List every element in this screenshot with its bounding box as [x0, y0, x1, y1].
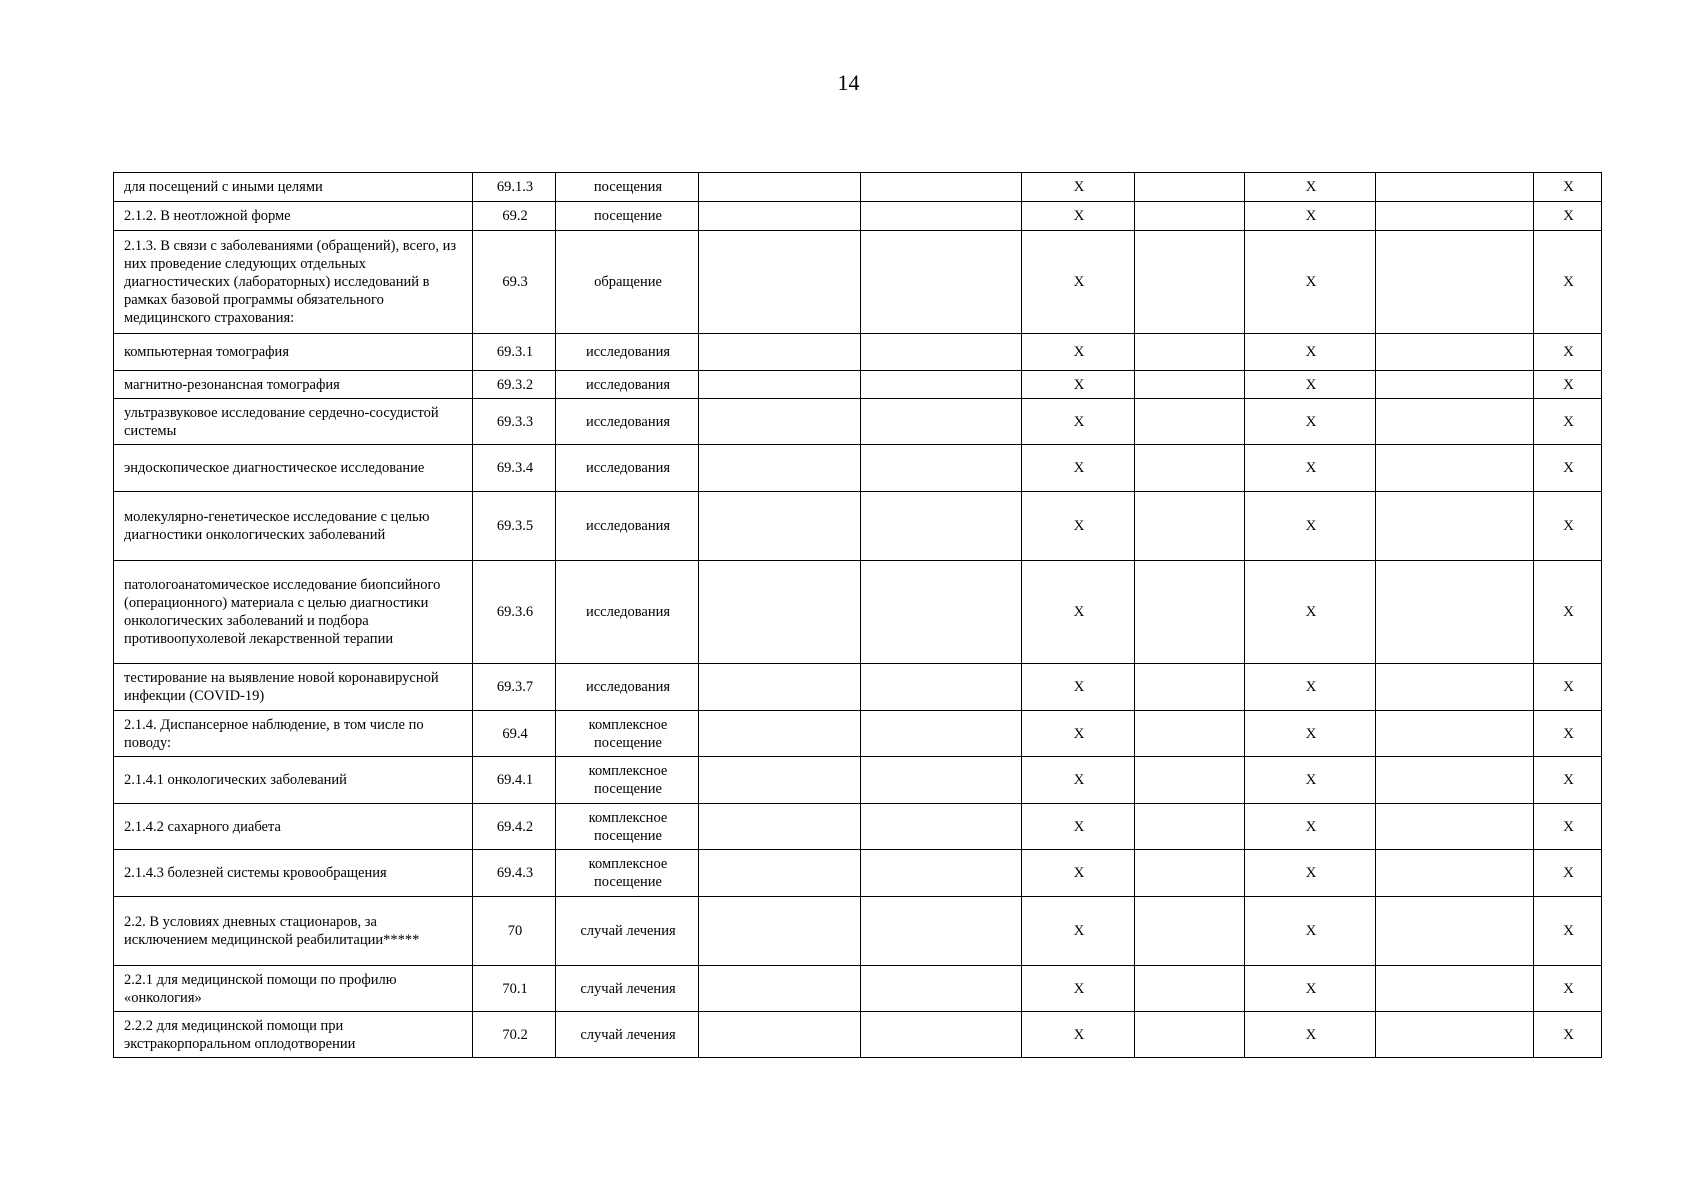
- row-code: 69.3.6: [473, 561, 556, 664]
- row-indicator-name: тестирование на выявление новой коронавирусной инфекции (COVID-19): [114, 664, 473, 711]
- empty-value-cell: [699, 966, 861, 1012]
- row-indicator-name: 2.1.4.1 онкологических заболеваний: [114, 757, 473, 804]
- row-code: 69.1.3: [473, 173, 556, 202]
- empty-value-cell: [1376, 202, 1534, 231]
- empty-value-cell: [1135, 757, 1245, 804]
- empty-value-cell: [1135, 561, 1245, 664]
- empty-value-cell: [699, 202, 861, 231]
- x-mark-cell: X: [1022, 445, 1135, 492]
- empty-value-cell: [699, 399, 861, 445]
- x-mark-cell: X: [1245, 334, 1376, 371]
- empty-value-cell: [699, 445, 861, 492]
- empty-value-cell: [1135, 371, 1245, 399]
- x-mark-cell: X: [1245, 492, 1376, 561]
- empty-value-cell: [699, 757, 861, 804]
- row-code: 69.4.3: [473, 850, 556, 897]
- empty-value-cell: [699, 561, 861, 664]
- row-unit: посещения: [556, 173, 699, 202]
- row-code: 69.3.4: [473, 445, 556, 492]
- row-unit: исследования: [556, 334, 699, 371]
- table-row: [114, 664, 1602, 711]
- empty-value-cell: [699, 711, 861, 757]
- x-mark-cell: X: [1022, 399, 1135, 445]
- row-indicator-name: магнитно-резонансная томография: [114, 371, 473, 399]
- row-unit: комплексное посещение: [556, 757, 699, 804]
- x-mark-cell: X: [1245, 966, 1376, 1012]
- empty-value-cell: [1376, 371, 1534, 399]
- empty-value-cell: [861, 399, 1022, 445]
- empty-value-cell: [1376, 173, 1534, 202]
- table-row: [114, 445, 1602, 492]
- table-row: [114, 231, 1602, 334]
- empty-value-cell: [861, 561, 1022, 664]
- empty-value-cell: [861, 334, 1022, 371]
- x-mark-cell: X: [1022, 757, 1135, 804]
- row-indicator-name: молекулярно-генетическое исследование с целью диагностики онкологических заболеваний: [114, 492, 473, 561]
- x-mark-cell: X: [1534, 561, 1602, 664]
- x-mark-cell: X: [1022, 897, 1135, 966]
- x-mark-cell: X: [1022, 492, 1135, 561]
- row-indicator-name: 2.2. В условиях дневных стационаров, за исключением медицинской реабилитации*****: [114, 897, 473, 966]
- row-indicator-name: 2.1.4.2 сахарного диабета: [114, 804, 473, 850]
- empty-value-cell: [1376, 1012, 1534, 1058]
- x-mark-cell: X: [1534, 1012, 1602, 1058]
- row-unit: обращение: [556, 231, 699, 334]
- empty-value-cell: [699, 334, 861, 371]
- x-mark-cell: X: [1245, 711, 1376, 757]
- x-mark-cell: X: [1534, 664, 1602, 711]
- empty-value-cell: [1376, 492, 1534, 561]
- row-code: 69.4.1: [473, 757, 556, 804]
- row-indicator-name: 2.1.3. В связи с заболеваниями (обращений), всего, из них проведение следующих отдельных диагностических (лабораторных) исследований в рамках базовой программы обязательного медицинского страхования:: [114, 231, 473, 334]
- row-code: 69.4: [473, 711, 556, 757]
- table-row: [114, 202, 1602, 231]
- empty-value-cell: [861, 966, 1022, 1012]
- x-mark-cell: X: [1534, 804, 1602, 850]
- empty-value-cell: [1135, 202, 1245, 231]
- row-code: 69.4.2: [473, 804, 556, 850]
- x-mark-cell: X: [1245, 664, 1376, 711]
- empty-value-cell: [861, 492, 1022, 561]
- empty-value-cell: [699, 371, 861, 399]
- row-indicator-name: 2.1.2. В неотложной форме: [114, 202, 473, 231]
- row-indicator-name: эндоскопическое диагностическое исследование: [114, 445, 473, 492]
- row-unit: случай лечения: [556, 966, 699, 1012]
- empty-value-cell: [861, 757, 1022, 804]
- x-mark-cell: X: [1534, 445, 1602, 492]
- empty-value-cell: [699, 804, 861, 850]
- empty-value-cell: [1376, 711, 1534, 757]
- x-mark-cell: X: [1534, 231, 1602, 334]
- x-mark-cell: X: [1022, 202, 1135, 231]
- table-row: [114, 711, 1602, 757]
- row-unit: исследования: [556, 371, 699, 399]
- empty-value-cell: [1135, 966, 1245, 1012]
- table-row: [114, 850, 1602, 897]
- x-mark-cell: X: [1022, 664, 1135, 711]
- x-mark-cell: X: [1022, 371, 1135, 399]
- table-body: [114, 173, 1602, 1058]
- empty-value-cell: [1135, 664, 1245, 711]
- empty-value-cell: [699, 850, 861, 897]
- row-code: 69.3.7: [473, 664, 556, 711]
- x-mark-cell: X: [1245, 804, 1376, 850]
- row-code: 70: [473, 897, 556, 966]
- empty-value-cell: [1135, 711, 1245, 757]
- x-mark-cell: X: [1022, 173, 1135, 202]
- x-mark-cell: X: [1534, 850, 1602, 897]
- row-unit: случай лечения: [556, 1012, 699, 1058]
- x-mark-cell: X: [1022, 850, 1135, 897]
- row-code: 69.3.3: [473, 399, 556, 445]
- empty-value-cell: [861, 850, 1022, 897]
- x-mark-cell: X: [1245, 850, 1376, 897]
- row-unit: посещение: [556, 202, 699, 231]
- x-mark-cell: X: [1534, 202, 1602, 231]
- empty-value-cell: [1376, 561, 1534, 664]
- empty-value-cell: [1376, 445, 1534, 492]
- row-indicator-name: ультразвуковое исследование сердечно-сосудистой системы: [114, 399, 473, 445]
- empty-value-cell: [1376, 966, 1534, 1012]
- row-indicator-name: 2.1.4. Диспансерное наблюдение, в том числе по поводу:: [114, 711, 473, 757]
- x-mark-cell: X: [1534, 334, 1602, 371]
- empty-value-cell: [1135, 231, 1245, 334]
- table-row: [114, 897, 1602, 966]
- x-mark-cell: X: [1022, 231, 1135, 334]
- row-indicator-name: 2.1.4.3 болезней системы кровообращения: [114, 850, 473, 897]
- empty-value-cell: [1376, 399, 1534, 445]
- row-unit: комплексное посещение: [556, 804, 699, 850]
- empty-value-cell: [1135, 804, 1245, 850]
- x-mark-cell: X: [1245, 173, 1376, 202]
- x-mark-cell: X: [1022, 561, 1135, 664]
- empty-value-cell: [861, 711, 1022, 757]
- empty-value-cell: [1376, 231, 1534, 334]
- x-mark-cell: X: [1245, 897, 1376, 966]
- x-mark-cell: X: [1245, 1012, 1376, 1058]
- empty-value-cell: [699, 492, 861, 561]
- table-row: [114, 371, 1602, 399]
- table-row: [114, 173, 1602, 202]
- row-indicator-name: 2.2.2 для медицинской помощи при экстракорпоральном оплодотворении: [114, 1012, 473, 1058]
- empty-value-cell: [1135, 850, 1245, 897]
- table-row: [114, 757, 1602, 804]
- table-row: [114, 804, 1602, 850]
- empty-value-cell: [1376, 804, 1534, 850]
- table-row: [114, 561, 1602, 664]
- empty-value-cell: [861, 173, 1022, 202]
- x-mark-cell: X: [1245, 757, 1376, 804]
- row-unit: исследования: [556, 399, 699, 445]
- x-mark-cell: X: [1022, 334, 1135, 371]
- x-mark-cell: X: [1245, 399, 1376, 445]
- x-mark-cell: X: [1022, 804, 1135, 850]
- table-row: [114, 334, 1602, 371]
- x-mark-cell: X: [1534, 371, 1602, 399]
- empty-value-cell: [1376, 664, 1534, 711]
- empty-value-cell: [1135, 173, 1245, 202]
- row-code: 69.3.5: [473, 492, 556, 561]
- empty-value-cell: [861, 445, 1022, 492]
- empty-value-cell: [1135, 897, 1245, 966]
- empty-value-cell: [1135, 1012, 1245, 1058]
- empty-value-cell: [1376, 897, 1534, 966]
- x-mark-cell: X: [1245, 371, 1376, 399]
- empty-value-cell: [1135, 334, 1245, 371]
- empty-value-cell: [861, 231, 1022, 334]
- row-indicator-name: патологоанатомическое исследование биопсийного (операционного) материала с целью диагностики онкологических заболеваний и подбора противоопухолевой лекарственной терапии: [114, 561, 473, 664]
- x-mark-cell: X: [1245, 202, 1376, 231]
- x-mark-cell: X: [1534, 173, 1602, 202]
- x-mark-cell: X: [1022, 711, 1135, 757]
- data-table: [113, 172, 1602, 1058]
- page-number: 14: [837, 70, 860, 95]
- empty-value-cell: [1135, 399, 1245, 445]
- row-unit: исследования: [556, 492, 699, 561]
- row-unit: исследования: [556, 664, 699, 711]
- row-code: 69.3.1: [473, 334, 556, 371]
- empty-value-cell: [861, 1012, 1022, 1058]
- row-unit: комплексное посещение: [556, 711, 699, 757]
- empty-value-cell: [861, 371, 1022, 399]
- empty-value-cell: [861, 897, 1022, 966]
- x-mark-cell: X: [1534, 757, 1602, 804]
- x-mark-cell: X: [1534, 966, 1602, 1012]
- empty-value-cell: [699, 173, 861, 202]
- row-code: 69.3.2: [473, 371, 556, 399]
- empty-value-cell: [1376, 850, 1534, 897]
- row-code: 69.2: [473, 202, 556, 231]
- row-indicator-name: компьютерная томография: [114, 334, 473, 371]
- row-code: 70.1: [473, 966, 556, 1012]
- empty-value-cell: [861, 202, 1022, 231]
- empty-value-cell: [1376, 334, 1534, 371]
- empty-value-cell: [699, 664, 861, 711]
- x-mark-cell: X: [1245, 445, 1376, 492]
- empty-value-cell: [861, 804, 1022, 850]
- empty-value-cell: [699, 897, 861, 966]
- row-unit: комплексное посещение: [556, 850, 699, 897]
- empty-value-cell: [1135, 492, 1245, 561]
- table-row: [114, 966, 1602, 1012]
- empty-value-cell: [1376, 757, 1534, 804]
- x-mark-cell: X: [1022, 1012, 1135, 1058]
- row-code: 69.3: [473, 231, 556, 334]
- empty-value-cell: [1135, 445, 1245, 492]
- row-unit: случай лечения: [556, 897, 699, 966]
- x-mark-cell: X: [1245, 231, 1376, 334]
- row-unit: исследования: [556, 445, 699, 492]
- x-mark-cell: X: [1534, 897, 1602, 966]
- table-row: [114, 399, 1602, 445]
- row-indicator-name: 2.2.1 для медицинской помощи по профилю «онкология»: [114, 966, 473, 1012]
- x-mark-cell: X: [1534, 492, 1602, 561]
- table-row: [114, 1012, 1602, 1058]
- row-indicator-name: для посещений с иными целями: [114, 173, 473, 202]
- row-code: 70.2: [473, 1012, 556, 1058]
- x-mark-cell: X: [1245, 561, 1376, 664]
- row-unit: исследования: [556, 561, 699, 664]
- empty-value-cell: [861, 664, 1022, 711]
- empty-value-cell: [699, 231, 861, 334]
- table-row: [114, 492, 1602, 561]
- x-mark-cell: X: [1534, 399, 1602, 445]
- x-mark-cell: X: [1534, 711, 1602, 757]
- x-mark-cell: X: [1022, 966, 1135, 1012]
- empty-value-cell: [699, 1012, 861, 1058]
